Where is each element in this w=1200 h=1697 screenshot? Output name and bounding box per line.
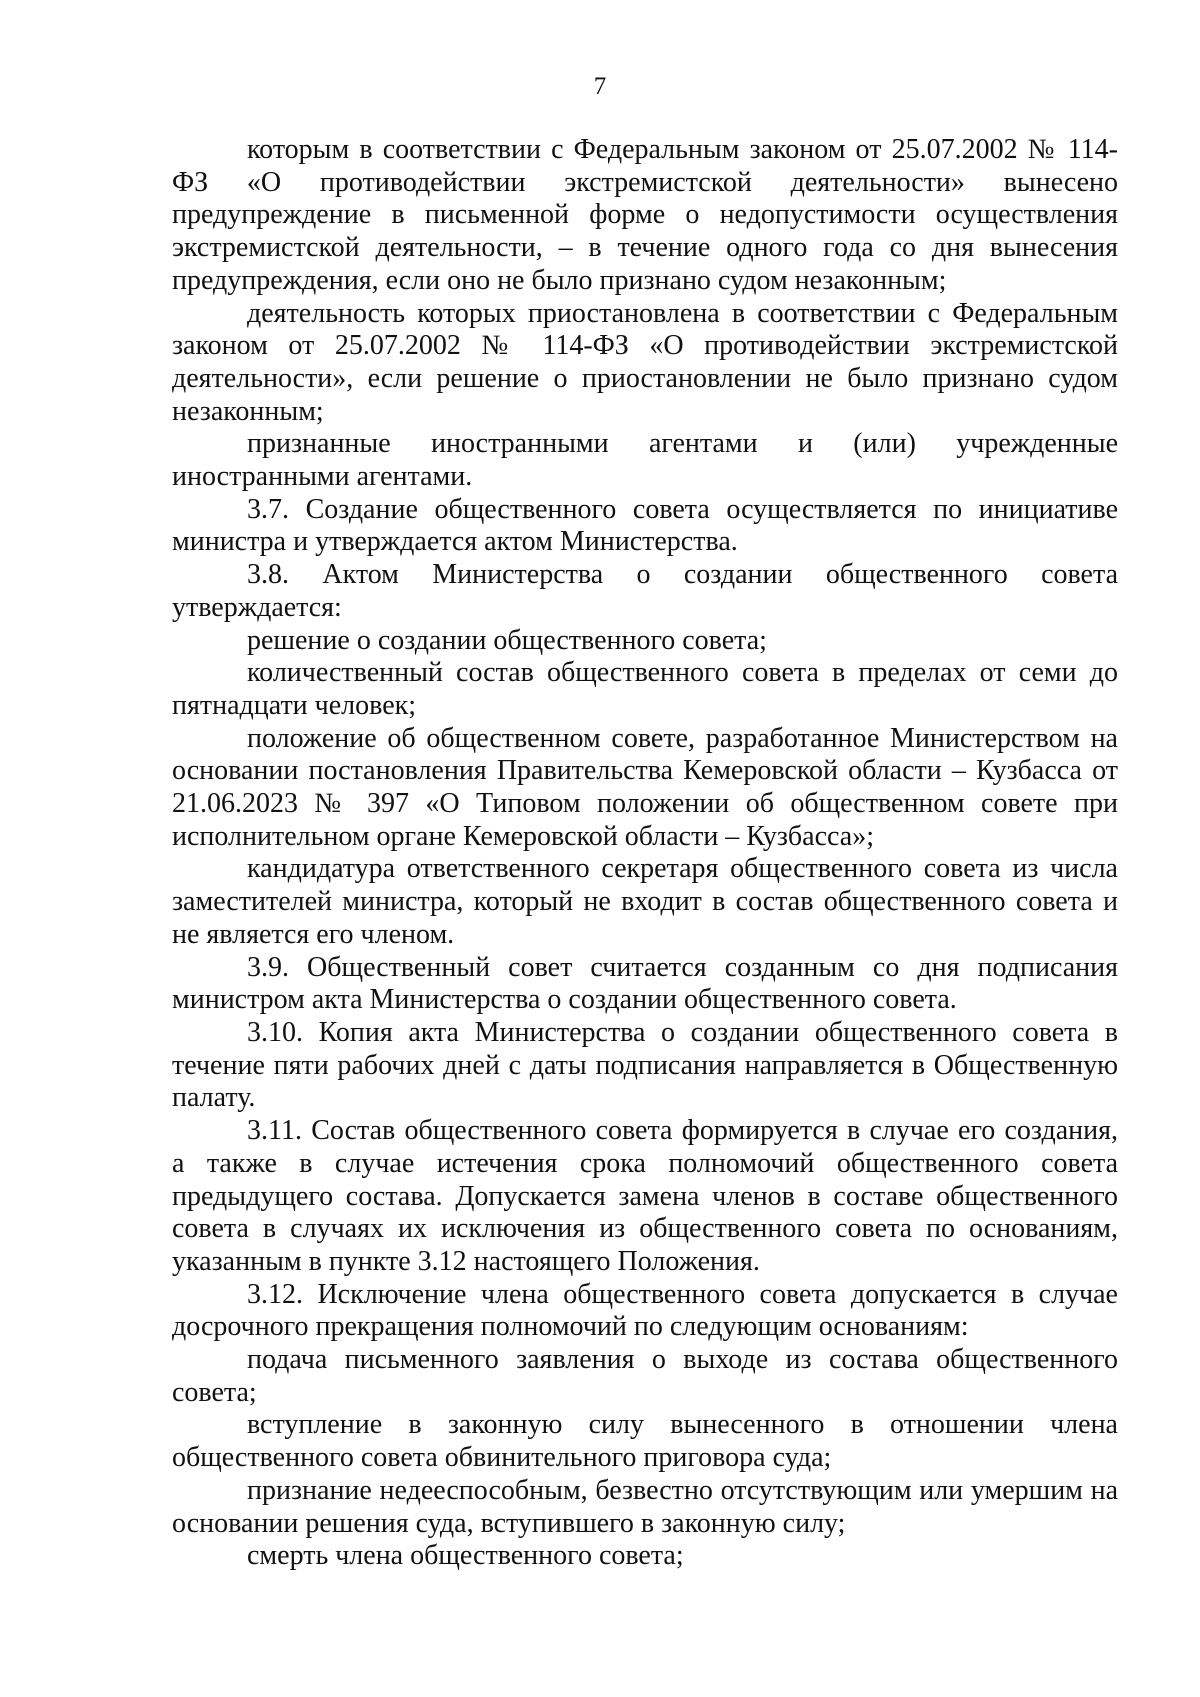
paragraph: 3.9. Общественный совет считается созданным со дня подписания министром акта Министерства о создании общественного совета. [172, 951, 1118, 1016]
paragraph: признание недееспособным, безвестно отсутствующим или умершим на основании решения суда, вступившего в законную силу; [172, 1474, 1118, 1539]
paragraph: подача письменного заявления о выходе из состава общественного совета; [172, 1344, 1118, 1408]
paragraph: количественный состав общественного совета в пределах от семи до пятнадцати человек; [172, 657, 1118, 721]
paragraph: деятельность которых приостановлена в соответствии с Федеральным законом от 25.07.2002 № 114-ФЗ «О противодействии экстремистской деятельности», если решение о приостановлении не было признано судом незаконным; [172, 297, 1118, 427]
paragraph: вступление в законную силу вынесенного в отношении члена общественного совета обвинительного приговора суда; [172, 1409, 1118, 1474]
paragraph: 3.11. Состав общественного совета формируется в случае его создания, а также в случае истечения срока полномочий общественного совета предыдущего состава. Допускается замена членов в составе общественного совета в случаях их исключения из общественного совета по основаниям, указанным в пункте 3.12 настоящего Положения. [172, 1115, 1118, 1277]
paragraph: решение о создании общественного совета; [247, 624, 767, 656]
paragraph: 3.12. Исключение члена общественного совета допускается в случае досрочного прекращения полномочий по следующим основаниям: [172, 1278, 1118, 1343]
paragraph: смерть члена общественного совета; [247, 1540, 684, 1572]
document-body [172, 134, 1118, 1573]
page-number: 7 [593, 73, 607, 100]
paragraph: которым в соответствии с Федеральным законом от 25.07.2002 № 114-ФЗ «О противодействии экстремистской деятельности» вынесено предупреждение в письменной форме о недопустимости осуществления экстремистской деятельности, – в течение одного года со дня вынесения предупреждения, если оно не было признано судом незаконным; [172, 134, 1118, 296]
paragraph: кандидатура ответственного секретаря общественного совета из числа заместителей министра, который не входит в состав общественного совета и не является его членом. [172, 853, 1118, 950]
paragraph: положение об общественном совете, разработанное Министерством на основании постановления Правительства Кемеровской области – Кузбасса от 21.06.2023 № 397 «О Типовом положении об общественном совете при исполнительном органе Кемеровской области – Кузбасса»; [172, 722, 1118, 852]
paragraph: 3.7. Создание общественного совета осуществляется по инициативе министра и утверждается актом Министерства. [172, 493, 1118, 558]
paragraph: 3.8. Актом Министерства о создании общественного совета утверждается: [172, 559, 1118, 623]
paragraph: признанные иностранными агентами и (или) учрежденные иностранными агентами. [172, 428, 1118, 493]
paragraph: 3.10. Копия акта Министерства о создании общественного совета в течение пяти рабочих дней с даты подписания направляется в Общественную палату. [172, 1016, 1118, 1114]
